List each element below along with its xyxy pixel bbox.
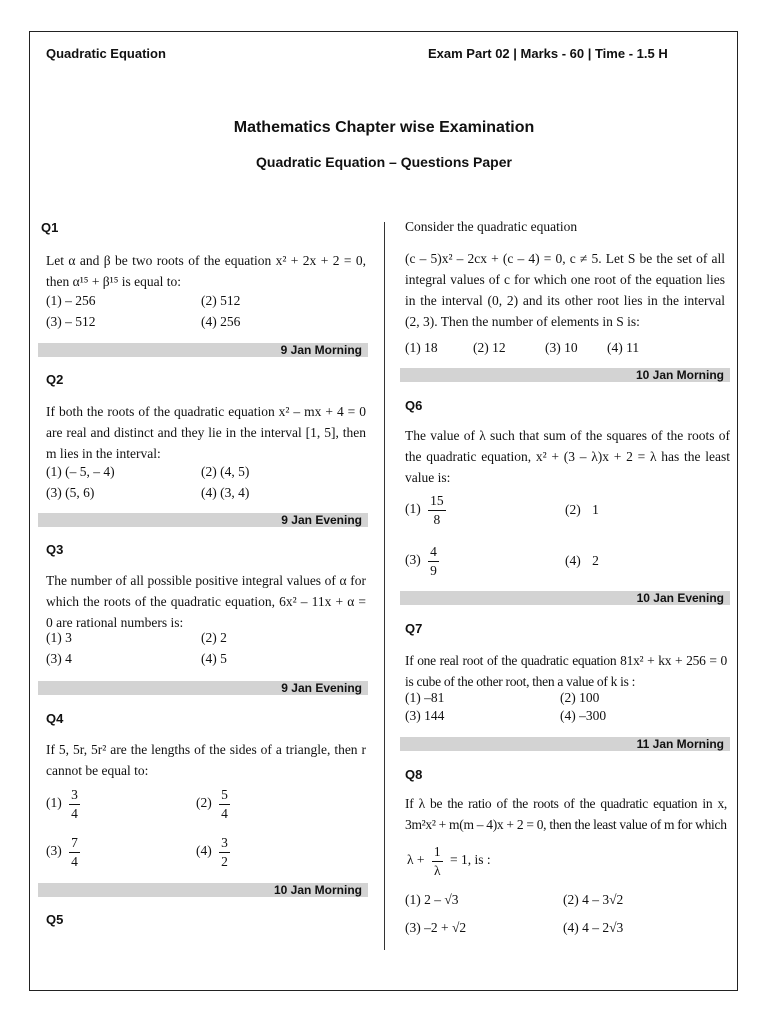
q3-label: Q3 <box>46 542 64 557</box>
q7-option-3: (3) 144 <box>405 708 445 723</box>
q2-option-1: (1) (– 5, – 4) <box>46 464 115 479</box>
q6-session-tag: 10 Jan Evening <box>400 591 730 605</box>
q6-option-1-prefix: (1) <box>405 501 421 517</box>
q3-text: The number of all possible positive integral values of α for which the roots of the quadratic equation, 6x² – 11x + α = 0 are rational numbers is: <box>46 573 366 630</box>
q2-option-3: (3) (5, 6) <box>46 485 95 500</box>
q3-session-tag: 9 Jan Evening <box>38 681 368 695</box>
page-subtitle: Quadratic Equation – Questions Paper <box>256 154 512 170</box>
q5-intro: Consider the quadratic equation <box>405 219 578 234</box>
q7-text: If one real root of the quadratic equation 81x² + kx + 256 = 0 is cube of the other root, then a value of k is : <box>405 653 727 689</box>
q4-text: If 5, 5r, 5r² are the lengths of the sides of a triangle, then r cannot be equal to: <box>46 742 366 778</box>
q4-option-1-fraction <box>69 788 80 820</box>
q4-option-4 <box>196 836 234 868</box>
q8-label: Q8 <box>405 767 423 782</box>
q8-option-1: (1) 2 – √3 <box>405 892 459 907</box>
q1-session-tag: 9 Jan Morning <box>38 343 368 357</box>
q1-option-1: (1) – 256 <box>46 293 96 308</box>
q5-session-tag: 10 Jan Morning <box>400 368 730 382</box>
q8-condition-fraction <box>432 845 443 877</box>
q6-option-4 <box>565 553 599 569</box>
q8-option-3: (3) –2 + √2 <box>405 920 467 935</box>
q2-text: If both the roots of the quadratic equation x² – mx + 4 = 0 are real and distinct and they lie in the interval [1, 5], then m lies in the interval: <box>46 404 366 461</box>
q3-option-4: (4) 5 <box>201 651 227 666</box>
q4-option-3-den: 4 <box>71 853 78 869</box>
column-divider <box>384 222 385 950</box>
q7-option-4: (4) –300 <box>560 708 607 723</box>
q6-option-1-num: 15 <box>428 494 446 511</box>
q4-option-2-prefix: (2) <box>196 795 212 811</box>
q8-condition <box>407 845 491 877</box>
q4-option-2-fraction <box>219 788 230 820</box>
q5-option-1: (1) 18 <box>405 340 438 355</box>
q1-option-4: (4) 256 <box>201 314 241 329</box>
q1-option-2: (2) 512 <box>201 293 241 308</box>
q5-option-2: (2) 12 <box>473 340 506 355</box>
q4-option-3-prefix: (3) <box>46 843 62 859</box>
q4-option-1 <box>46 788 84 820</box>
q1-option-3: (3) – 512 <box>46 314 96 329</box>
page-title: Mathematics Chapter wise Examination <box>233 119 535 136</box>
q3-option-2: (2) 2 <box>201 630 227 645</box>
q8-condition-num: 1 <box>432 845 443 862</box>
q4-option-2-num: 5 <box>219 788 230 805</box>
q6-option-1 <box>405 494 450 526</box>
q6-option-3 <box>405 545 443 577</box>
q4-option-4-num: 3 <box>219 836 230 853</box>
q7-option-1: (1) –81 <box>405 690 445 705</box>
q4-option-2-den: 4 <box>221 805 228 821</box>
q6-option-3-den: 9 <box>430 562 437 578</box>
q6-option-4-prefix: (4) <box>565 553 581 568</box>
q5-option-4: (4) 11 <box>607 340 640 355</box>
q1-text: Let α and β be two roots of the equation x² + 2x + 2 = 0, then α¹⁵ + β¹⁵ is equal to: <box>46 253 366 289</box>
q3-option-1: (1) 3 <box>46 630 72 645</box>
q8-option-4: (4) 4 – 2√3 <box>563 920 624 935</box>
q4-option-1-den: 4 <box>71 805 78 821</box>
q8-condition-rhs: = 1, is : <box>450 852 491 868</box>
q4-option-3 <box>46 836 84 868</box>
q4-option-1-prefix: (1) <box>46 795 62 811</box>
q6-option-2-prefix: (2) <box>565 502 581 517</box>
q6-option-2 <box>565 502 599 518</box>
q4-option-2 <box>196 788 234 820</box>
q4-option-3-fraction <box>69 836 80 868</box>
q6-option-2-value: 1 <box>592 502 599 517</box>
q4-option-4-prefix: (4) <box>196 843 212 859</box>
q8-condition-lhs: λ + <box>407 852 425 868</box>
q6-option-1-den: 8 <box>433 511 441 527</box>
q8-text: If λ be the ratio of the roots of the quadratic equation in x, 3m²x² + m(m – 4)x + 2 = 0, then the least value of m for which <box>405 796 727 832</box>
q6-option-4-value: 2 <box>592 553 599 568</box>
q8-condition-den: λ <box>434 862 441 878</box>
q6-text: The value of λ such that sum of the squares of the roots of the quadratic equation, x² + (3 – λ)x + 2 = λ has the least value is: <box>405 428 730 485</box>
q4-option-3-num: 7 <box>69 836 80 853</box>
q4-option-4-den: 2 <box>221 853 228 869</box>
q2-option-4: (4) (3, 4) <box>201 485 250 500</box>
q8-option-2: (2) 4 – 3√2 <box>563 892 624 907</box>
q4-option-4-fraction <box>219 836 230 868</box>
q6-option-3-fraction <box>428 545 439 577</box>
q7-option-2: (2) 100 <box>560 690 600 705</box>
q3-option-3: (3) 4 <box>46 651 72 666</box>
q7-session-tag: 11 Jan Morning <box>400 737 730 751</box>
q2-session-tag: 9 Jan Evening <box>38 513 368 527</box>
q6-option-3-prefix: (3) <box>405 552 421 568</box>
q4-label: Q4 <box>46 711 64 726</box>
q6-label: Q6 <box>405 398 423 413</box>
q2-option-2: (2) (4, 5) <box>201 464 250 479</box>
q5-text: (c – 5)x² – 2cx + (c – 4) = 0, c ≠ 5. Let S be the set of all integral values of c for which one root of the equation lies in the interval (0, 2) and its other root lies in the interval (2, 3). Then the number of elements in S is: <box>405 251 725 329</box>
q7-label: Q7 <box>405 621 423 636</box>
header-exam-info: Exam Part 02 | Marks - 60 | Time - 1.5 H <box>428 46 668 61</box>
q4-session-tag: 10 Jan Morning <box>38 883 368 897</box>
q5-label: Q5 <box>46 912 64 927</box>
q6-option-3-num: 4 <box>428 545 439 562</box>
q6-option-1-fraction <box>428 494 446 526</box>
q2-label: Q2 <box>46 372 64 387</box>
header-chapter: Quadratic Equation <box>46 46 166 61</box>
q5-option-3: (3) 10 <box>545 340 578 355</box>
q1-label: Q1 <box>41 220 59 235</box>
q4-option-1-num: 3 <box>69 788 80 805</box>
